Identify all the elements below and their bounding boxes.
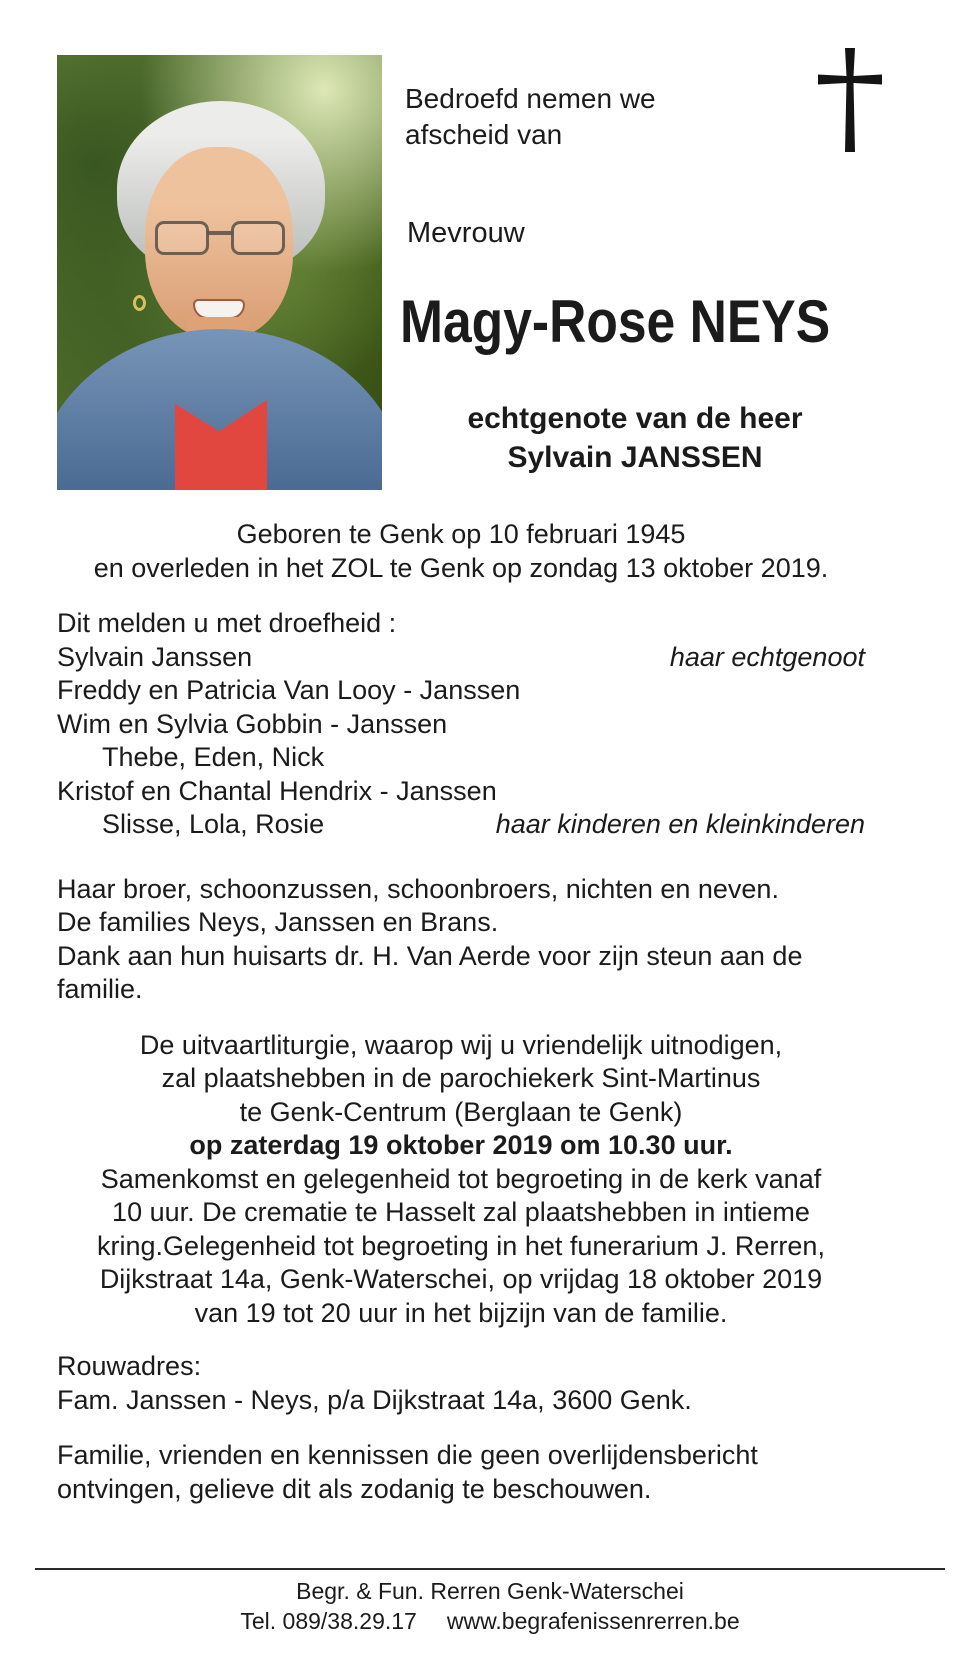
family-block [57,607,865,842]
service-line-1: De uitvaartliturgie, waarop wij u vriendelijk uitnodigen, [139,1029,783,1060]
husband-name: Sylvain Janssen [57,641,253,672]
glasses-icon [155,221,285,259]
portrait-earring [133,295,146,311]
service-line-2: zal plaatshebben in de parochiekerk Sint-Martinus [161,1063,761,1093]
child-row-2: Wim en Sylvia Gobbin - Janssen [57,708,448,739]
intro-line-1: Bedroefd nemen we [405,83,656,114]
cross-icon [810,46,890,154]
children-relation: haar kinderen en kleinkinderen [495,809,865,839]
funeral-home-name: Begr. & Fun. Rerren Genk-Waterschei [296,1578,684,1604]
spouse-prefix: echtgenote van de heer [467,402,803,435]
announcement-lead: Dit melden u met droefheid : [57,608,397,638]
husband-relation: haar echtgenoot [669,641,865,672]
service-line-5: Samenkomst en gelegenheid tot begroeting in de kerk vanaf [100,1163,822,1194]
footer [35,1568,945,1636]
grandchildren-row-2 [57,808,865,842]
spouse-block [405,399,865,477]
birth-death-block [57,518,865,585]
mourning-address-value: Fam. Janssen - Neys, p/a Dijkstraat 14a, 3600 Genk. [57,1384,692,1415]
deceased-name-text: Magy-Rose NEYS [400,288,831,355]
spouse-name: Sylvain JANSSEN [507,441,763,474]
intro-text [405,81,656,153]
glasses-right-lens [231,221,285,255]
service-line-3: te Genk-Centrum (Berglaan te Genk) [239,1096,683,1127]
birth-line: Geboren te Genk op 10 februari 1945 [236,519,686,549]
portrait-smile [193,299,245,319]
intro-line-2: afscheid van [405,119,563,150]
death-line: en overleden in het ZOL te Genk op zondag 13 oktober 2019. [93,552,829,583]
closing-block [57,1439,865,1506]
closing-line-2: ontvingen, gelieve dit als zodanig te beschouwen. [57,1473,652,1504]
footer-contact-row [35,1606,945,1636]
grandchildren-names: Slisse, Lola, Rosie [102,809,325,839]
mourning-address-block [57,1350,865,1417]
relatives-line-1: Haar broer, schoonzussen, schoonbroers, nichten en neven. [57,873,779,904]
deceased-name [400,287,900,356]
service-line-8: Dijkstraat 14a, Genk-Waterschei, op vrijdag 18 oktober 2019 [99,1264,823,1294]
footer-website: www.begrafenissenrerren.be [446,1608,740,1634]
salutation: Mevrouw [407,217,525,249]
footer-phone: Tel. 089/38.29.17 [240,1608,417,1634]
child-row-3: Kristof en Chantal Hendrix - Janssen [57,775,497,806]
service-block [57,1029,865,1331]
child-row-1: Freddy en Patricia Van Looy - Janssen [57,675,521,705]
closing-line-1: Familie, vrienden en kennissen die geen overlijdensbericht [57,1440,758,1470]
body-content [57,490,865,1506]
service-date-line: op zaterdag 19 oktober 2019 om 10.30 uur. [189,1130,733,1160]
service-line-6: 10 uur. De crematie te Hasselt zal plaatshebben in intieme [112,1197,810,1227]
husband-row [57,641,865,675]
service-line-7: kring.Gelegenheid tot begroeting in het funerarium J. Rerren, [97,1230,825,1261]
relatives-line-4: familie. [57,974,143,1004]
grandchildren-row-1: Thebe, Eden, Nick [102,742,325,772]
header-text-column [400,55,865,490]
relatives-line-2: De families Neys, Janssen en Brans. [57,907,499,937]
header [0,0,980,490]
portrait-photo [57,55,382,490]
glasses-left-lens [155,221,209,255]
relatives-block [57,873,865,1007]
service-line-9: van 19 tot 20 uur in het bijzijn van de familie. [194,1297,728,1328]
mourning-address-label: Rouwadres: [57,1351,202,1381]
glasses-bridge [207,231,233,235]
relatives-line-3: Dank aan hun huisarts dr. H. Van Aerde voor zijn steun aan de [57,940,803,971]
